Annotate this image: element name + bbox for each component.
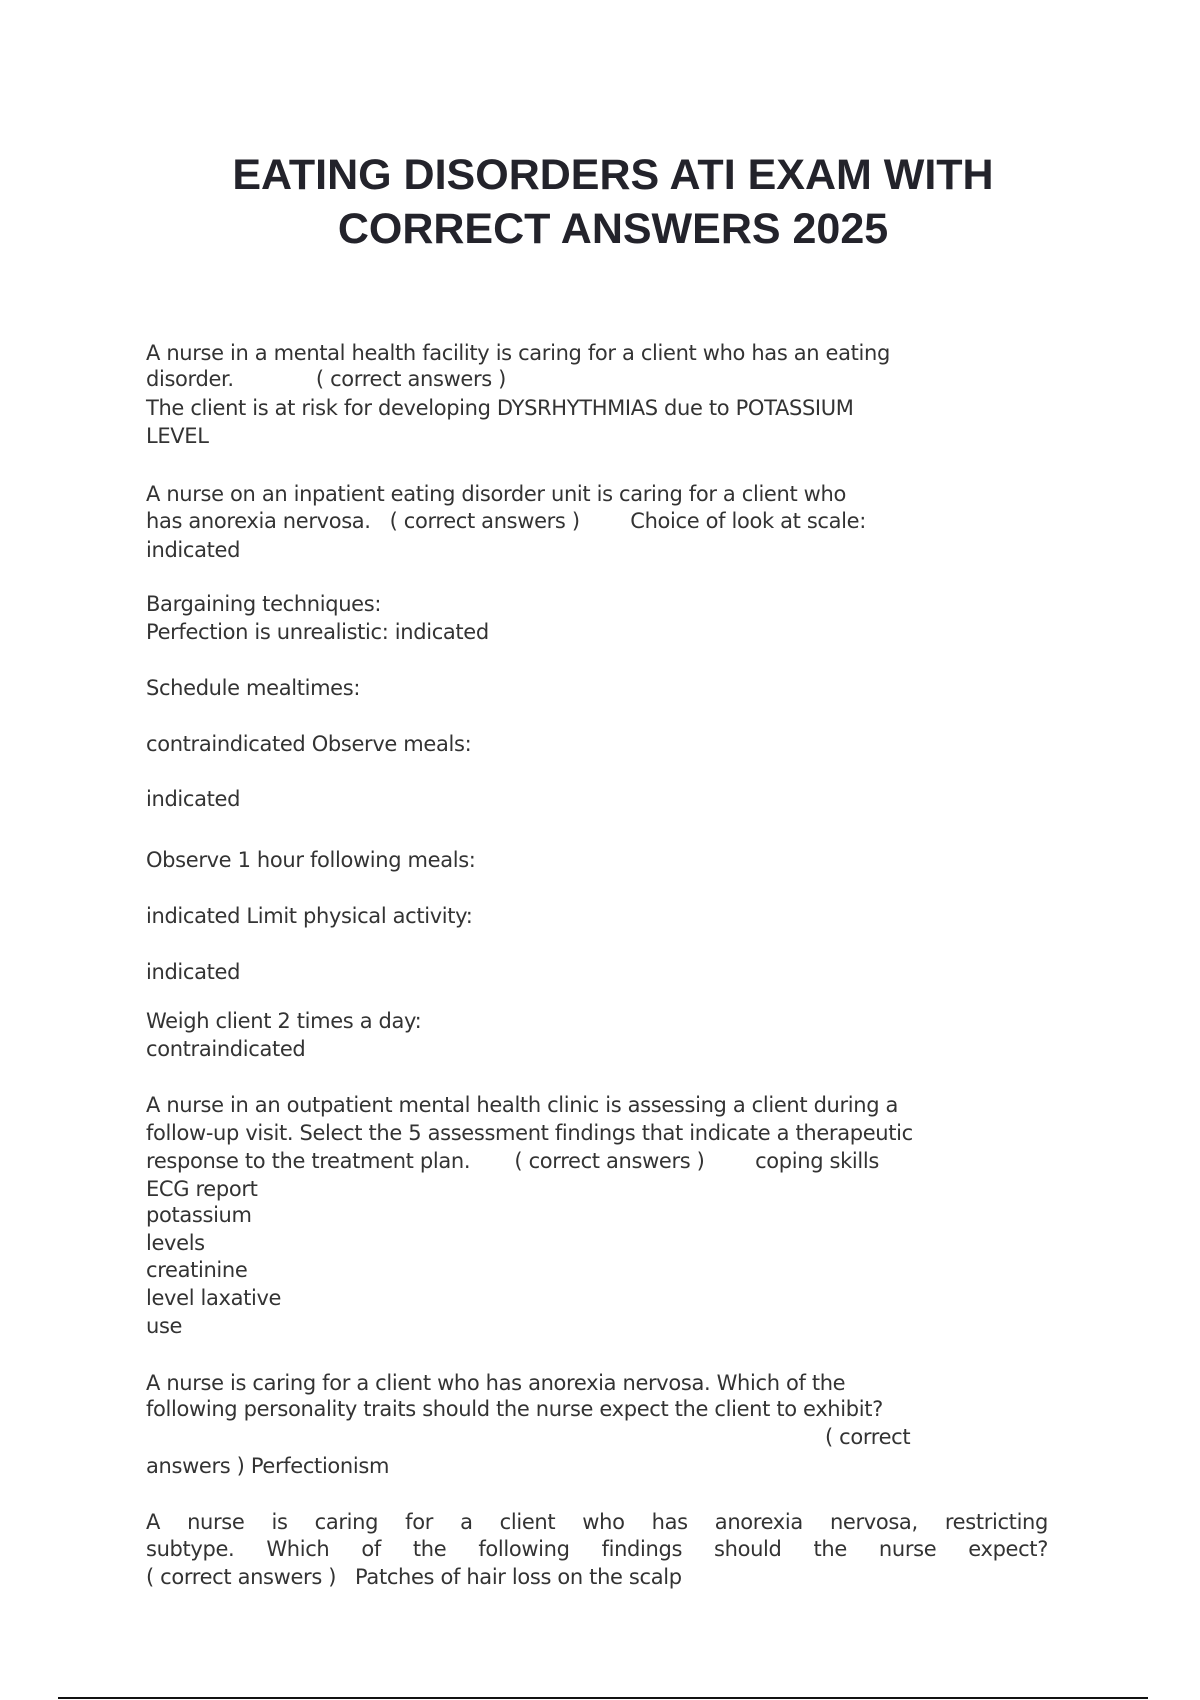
text-line: A nurse is caring for a client who has anorexia nervosa, restricting xyxy=(146,1510,1048,1534)
text-line: A nurse on an inpatient eating disorder unit is caring for a client who xyxy=(146,482,846,506)
text-line: ECG report xyxy=(146,1177,258,1201)
text-line: LEVEL xyxy=(146,424,209,448)
text-line: Bargaining techniques: xyxy=(146,592,382,616)
text-line: levels xyxy=(146,1231,205,1255)
text-line: indicated xyxy=(146,787,241,811)
text-line: subtype. Which of the following findings should the nurse expect? xyxy=(146,1537,1048,1561)
text-line: answers ) Perfectionism xyxy=(146,1454,390,1478)
text-line: A nurse is caring for a client who has anorexia nervosa. Which of the xyxy=(146,1371,846,1395)
text-line: response to the treatment plan. ( correct answers ) coping skills xyxy=(146,1149,879,1173)
text-line: follow-up visit. Select the 5 assessment findings that indicate a therapeutic xyxy=(146,1121,913,1145)
text-line: following personality traits should the nurse expect the client to exhibit? xyxy=(146,1397,883,1421)
text-line: ( correct answers ) Patches of hair loss on the scalp xyxy=(146,1565,682,1589)
text-line: Weigh client 2 times a day: xyxy=(146,1009,422,1033)
text-line: indicated xyxy=(146,960,241,984)
document-title-line-2: CORRECT ANSWERS 2025 xyxy=(337,205,889,253)
text-line: creatinine xyxy=(146,1258,248,1282)
text-line: contraindicated Observe meals: xyxy=(146,732,472,756)
text-line: ( correct xyxy=(825,1425,911,1449)
text-line: level laxative xyxy=(146,1286,282,1310)
text-line: potassium xyxy=(146,1203,252,1227)
text-line: A nurse in an outpatient mental health clinic is assessing a client during a xyxy=(146,1093,899,1117)
text-line: indicated Limit physical activity: xyxy=(146,904,473,928)
text-line: Perfection is unrealistic: indicated xyxy=(146,620,489,644)
text-line: contraindicated xyxy=(146,1037,306,1061)
text-line: use xyxy=(146,1314,183,1338)
document-title-line-1: EATING DISORDERS ATI EXAM WITH xyxy=(232,151,994,199)
text-line: The client is at risk for developing DYSRHYTHMIAS due to POTASSIUM xyxy=(146,396,854,420)
text-line: disorder. ( correct answers ) xyxy=(146,367,507,391)
text-line: indicated xyxy=(146,538,241,562)
text-line: A nurse in a mental health facility is caring for a client who has an eating xyxy=(146,341,890,365)
text-line: has anorexia nervosa. ( correct answers ) Choice of look at scale: xyxy=(146,509,866,533)
text-line: Schedule mealtimes: xyxy=(146,676,361,700)
text-line: Observe 1 hour following meals: xyxy=(146,848,476,872)
footer-divider xyxy=(58,1697,1148,1699)
